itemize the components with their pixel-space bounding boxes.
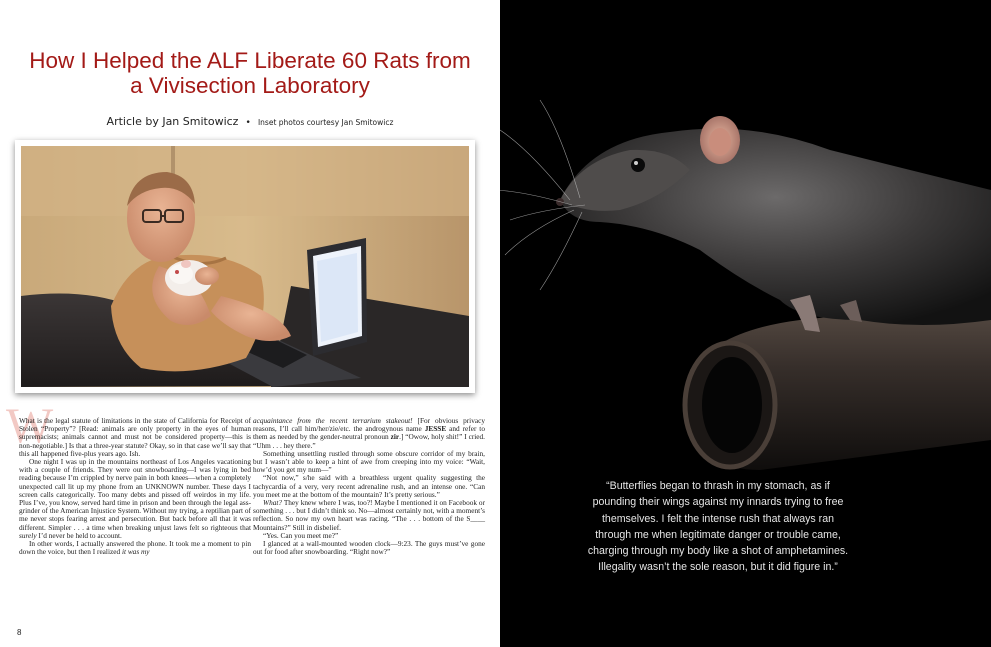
paragraph: “Not now,” s/he said with a breathless urgent quality suggesting the tachycardia of a very, very recent adrenaline rush, and an intense one. “Can you meet me at the bottom of the mountain? It’s pretty serious.” xyxy=(253,473,485,499)
photo-man-with-rat-and-laptop xyxy=(21,146,469,387)
drop-cap: W xyxy=(6,397,54,453)
byline xyxy=(20,110,480,129)
page-number: 8 xyxy=(17,628,22,637)
paragraph: What is the legal statute of limitations in the state of California for Receipt of Stolen “Property”? [Read: animals are only property in the eyes of human supremacists; animals cannot and must not be considered property—this is non-negotiable.] Is that a three-year statute? Okay, so in that case we’ll say that this all happened five-plus years ago. Ish. xyxy=(19,416,251,458)
pull-quote: “Butterflies began to thrash in my stomach, as if pounding their wings against my innards trying to free themselves. I felt the intense rush that always ran through me when legitimate danger or trouble came, charging through my body like a shot of amphetamines. Illegality wasn’t the sole reason, but it did figure in.” xyxy=(587,480,849,574)
article-title: How I Helped the ALF Liberate 60 Rats from a Vivisection Laboratory xyxy=(29,48,471,98)
photo-credit: Inset photos courtesy Jan Smitowicz xyxy=(257,118,394,127)
inset-photo xyxy=(15,140,475,393)
paragraph: acquaintance from the recent terrarium stakeout! [For obvious privacy reasons, I’ll call him/her/zie/etc. the androgynous name JESSE and refer to them as needed by the gender-neutral pronoun zir.] “Owow, holy shit!” I cried. “Uhm . . . hey there.” xyxy=(253,416,485,450)
paragraph: One night I was up in the mountains northeast of Los Angeles vacationing with a couple of friends. They were out snowboarding—I was lying in bed reading because I’m crippled by nerve pain in both knees—when a completely unexpected call lit up my phone from an UNKNOWN number. These days I screen calls categorically. Too many debts and pissed off weirdos in my life. Plus I’ve, you know, served hard time in prison and been through the legal ass-grinder of the American Injustice System. Without my trying, a reptilian part of me never stops fearing arrest and persecution. But back before all that it was different. Simpler . . . a time when breaking unjust laws felt so righteous that surely I’d never be held to account. xyxy=(19,457,251,540)
paragraph: Something unsettling rustled through some obscure corridor of my brain, but I wasn’t able to keep a hint of awe from creeping into my voice: “Wait, how’d you get my num—” xyxy=(253,448,485,475)
article-column-1 xyxy=(19,417,251,556)
paragraph: In other words, I actually answered the phone. It took me a moment to pin down the voice, but then I realized it was my xyxy=(19,539,251,557)
paragraph: What? They knew where I was, too?! Maybe I mentioned it on Facebook or something . . . but I didn’t think so. No—almost certainly not, with a moment’s reflection. So now my own heart was racing. “The . . . bottom of the S____ Mountains?” Still in disbelief. xyxy=(253,498,485,532)
paragraph: “Yes. Can you meet me?” xyxy=(263,530,339,540)
paragraph: I glanced at a wall-mounted wooden clock—9:23. The guys must’ve gone out for food after snowboarding. “Right now?” xyxy=(253,539,485,557)
article-column-2 xyxy=(253,417,485,556)
byline-separator: • xyxy=(245,118,251,128)
byline-author: Article by Jan Smitowicz xyxy=(106,115,239,128)
